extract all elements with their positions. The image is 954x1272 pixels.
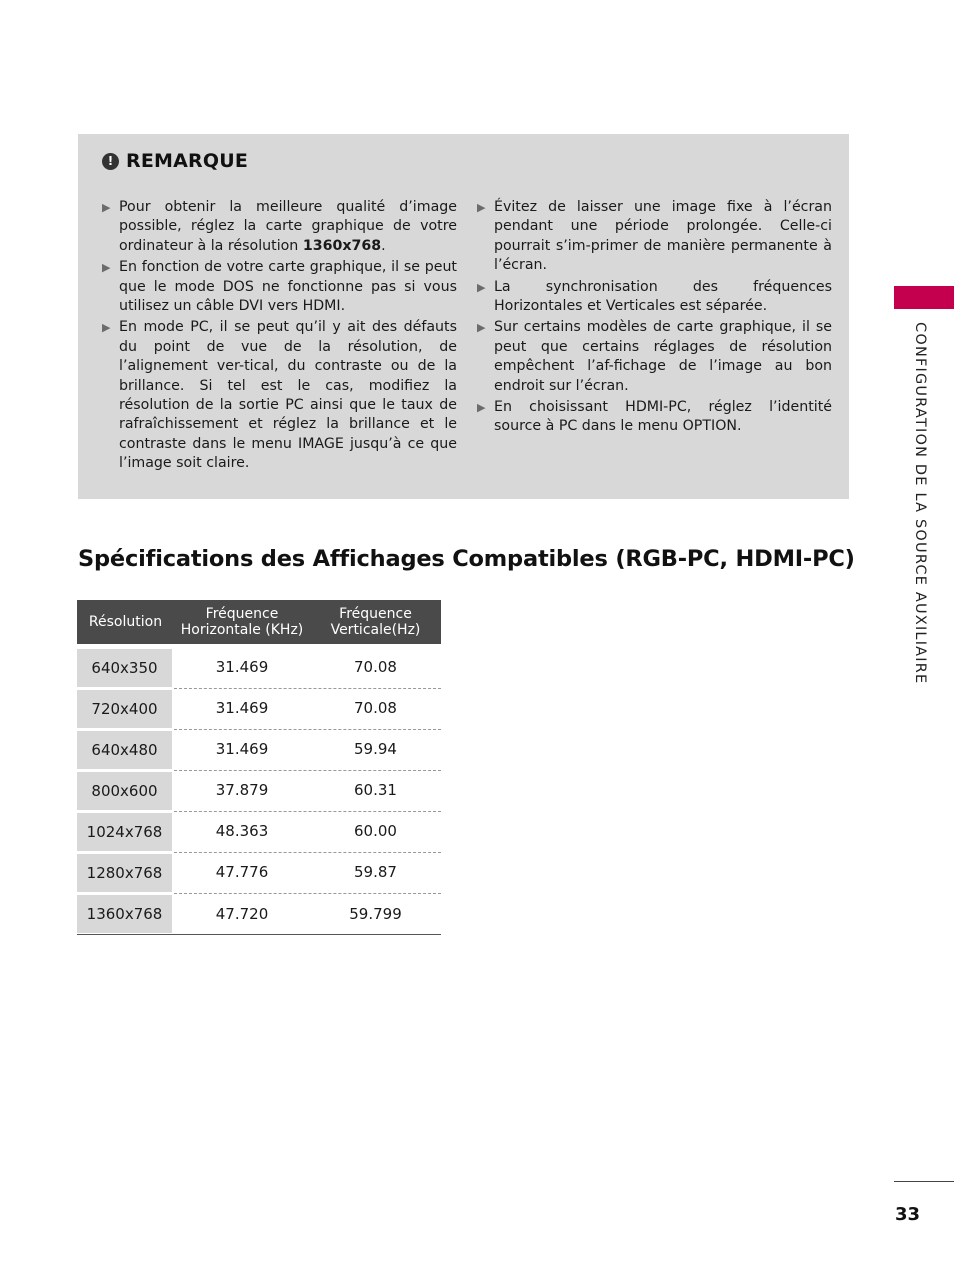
warning-icon: !	[102, 153, 119, 170]
cell-resolution: 1024x768	[77, 813, 172, 851]
note-bullet: ▶ Sur certains modèles de carte graphique, il se peut que certains réglages de résolution empêchent l’af-fichage de l’image au bon endroit sur l’écran.	[477, 318, 832, 396]
cell-resolution: 720x400	[77, 690, 172, 728]
note-bullet: ▶ Évitez de laisser une image fixe à l’écran pendant une période prolongée. Celle-ci pourrait s’im-primer de manière permanente à l’écran.	[477, 198, 832, 276]
bullet-arrow-icon: ▶	[102, 261, 111, 275]
cell-vertical: 60.00	[354, 822, 397, 840]
table-row	[77, 729, 441, 770]
cell-horizontal: 47.720	[215, 904, 269, 923]
table-row	[77, 852, 441, 893]
note-bullet: ▶ Pour obtenir la meilleure qualité d’image possible, réglez la carte graphique de votre ordinateur à la résolution 1360x768.	[102, 198, 457, 256]
cell-horizontal: 31.469	[215, 658, 269, 676]
bullet-arrow-icon: ▶	[102, 201, 111, 214]
note-title: REMARQUE	[126, 150, 249, 172]
header-resolution: Résolution	[88, 614, 163, 630]
cell-vertical: 60.31	[354, 781, 397, 799]
cell-vertical: 70.08	[354, 699, 397, 717]
table-row	[77, 811, 441, 852]
cell-resolution: 640x350	[77, 649, 172, 687]
header-vertical: Fréquence Verticale(Hz)	[330, 606, 421, 638]
table-row	[77, 770, 441, 811]
cell-resolution: 800x600	[77, 772, 172, 810]
note-header	[102, 150, 248, 172]
cell-horizontal: 48.363	[215, 822, 269, 840]
cell-vertical: 59.799	[349, 904, 402, 923]
cell-resolution: 640x480	[77, 731, 172, 769]
section-accent-bar	[894, 286, 954, 309]
cell-vertical: 59.94	[354, 740, 397, 758]
note-column-right	[477, 198, 832, 439]
table-row	[77, 647, 441, 688]
bullet-arrow-icon: ▶	[477, 321, 486, 335]
table-row	[77, 893, 441, 934]
cell-resolution: 1280x768	[77, 854, 172, 892]
note-bullet: ▶ En choisissant HDMI-PC, réglez l’identité source à PC dans le menu OPTION.	[477, 398, 832, 437]
cell-horizontal: 37.879	[215, 781, 269, 799]
note-box	[78, 134, 849, 499]
cell-horizontal: 31.469	[215, 740, 269, 758]
table-header	[77, 600, 441, 644]
table-body	[77, 647, 441, 935]
cell-horizontal: 47.776	[215, 863, 269, 881]
bullet-arrow-icon: ▶	[102, 321, 111, 335]
cell-horizontal: 31.469	[215, 699, 269, 717]
note-bullet: ▶ En mode PC, il se peut qu’il y ait des défauts du point de vue de la résolution, de l’alignement ver-tical, du contraste ou de la brillance. Si tel est le cas, modifiez la résolution de la sortie PC ainsi que le taux de rafraîchissement et réglez la brillance et le contraste dans le menu IMAGE jusqu’à ce que l’image soit claire.	[102, 318, 457, 473]
bullet-arrow-icon: ▶	[477, 280, 486, 294]
note-column-left	[102, 198, 457, 476]
cell-vertical: 70.08	[354, 658, 397, 676]
cell-resolution: 1360x768	[77, 895, 172, 933]
page-number: 33	[895, 1204, 921, 1225]
note-bullet: ▶ En fonction de votre carte graphique, il se peut que le mode DOS ne fonctionne pas si vous utilisez un câble DVI vers HDMI.	[102, 258, 457, 316]
header-horizontal: Fréquence Horizontale (KHz)	[180, 606, 304, 638]
bullet-arrow-icon: ▶	[477, 201, 486, 214]
section-heading: Spécifications des Affichages Compatibles (RGB-PC, HDMI-PC)	[78, 546, 855, 572]
bullet-arrow-icon: ▶	[477, 401, 486, 415]
section-side-label: CONFIGURATION DE LA SOURCE AUXILIAIRE	[912, 322, 928, 685]
cell-vertical: 59.87	[354, 863, 397, 881]
note-bullet: ▶ La synchronisation des fréquences Horizontales et Verticales est séparée.	[477, 278, 832, 317]
table-row	[77, 688, 441, 729]
compatibility-table	[77, 600, 441, 935]
page-divider	[894, 1181, 954, 1182]
